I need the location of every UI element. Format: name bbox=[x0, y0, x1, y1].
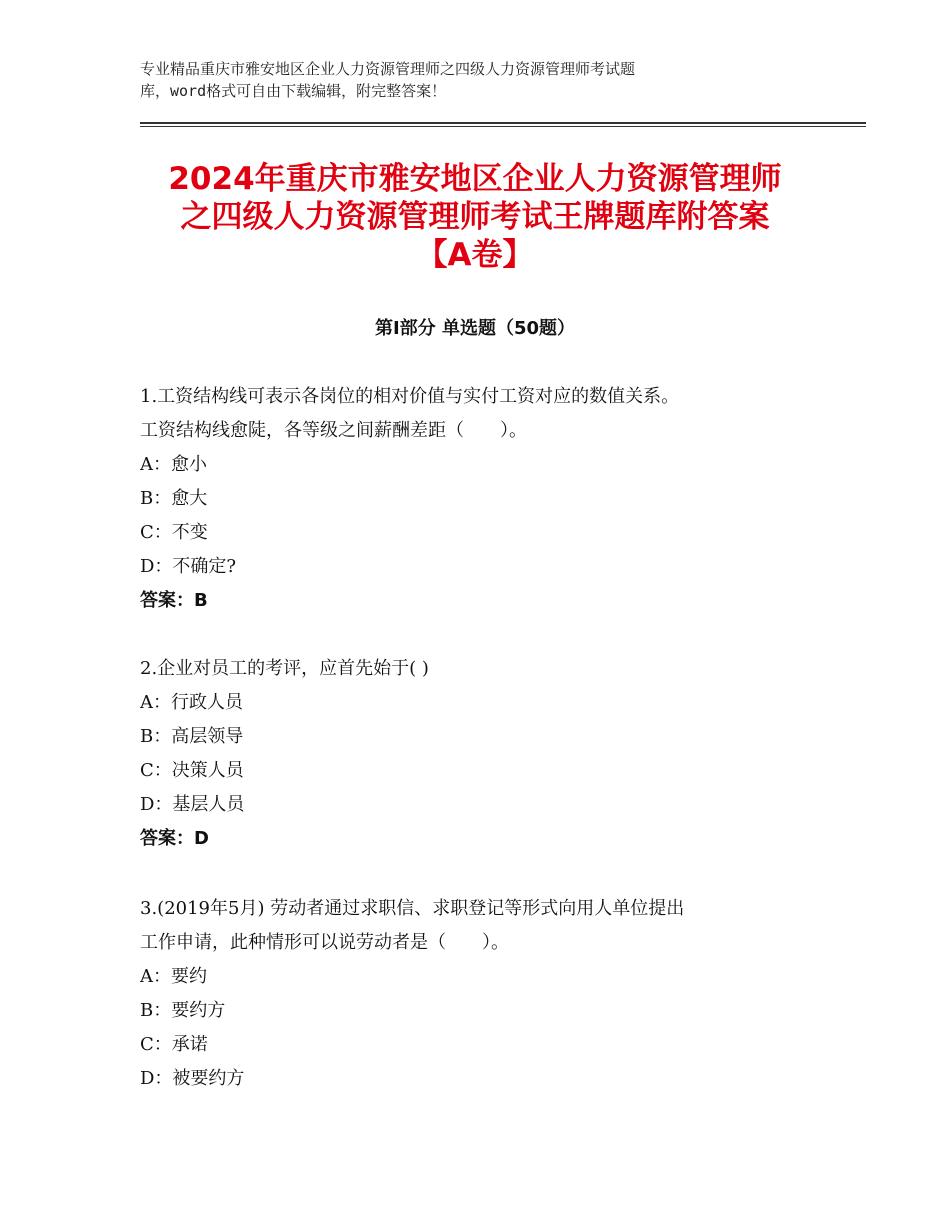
header-note-line-2: 库，word格式可自由下载编辑，附完整答案！ bbox=[140, 82, 447, 100]
title-line-2: 之四级人力资源管理师考试王牌题库附答案 bbox=[180, 199, 770, 235]
question-stem-line: 2.企业对员工的考评，应首先始于( ) bbox=[140, 658, 429, 679]
header-note-line-1: 专业精品重庆市雅安地区企业人力资源管理师之四级人力资源管理师考试题 bbox=[140, 60, 636, 78]
question-stem-line: 1.工资结构线可表示各岗位的相对价值与实付工资对应的数值关系。 bbox=[140, 386, 680, 407]
option-a: A：愈小 bbox=[140, 454, 207, 475]
question-stem-line: 3.(2019年5月) 劳动者通过求职信、求职登记等形式向用人单位提出 bbox=[140, 898, 685, 919]
header-divider-thick bbox=[140, 122, 866, 124]
option-b: B：高层领导 bbox=[140, 726, 244, 747]
question-1 bbox=[140, 380, 820, 618]
question-stem-line: 工资结构线愈陡，各等级之间薪酬差距（ ）。 bbox=[140, 420, 527, 441]
option-c: C：不变 bbox=[140, 522, 208, 543]
option-d: D：基层人员 bbox=[140, 794, 245, 815]
answer-label: 答案：B bbox=[140, 590, 208, 611]
option-a: A：行政人员 bbox=[140, 692, 243, 713]
option-d: D：被要约方 bbox=[140, 1068, 245, 1089]
question-stem-line: 工作申请，此种情形可以说劳动者是（ ）。 bbox=[140, 932, 509, 953]
header-divider-thin bbox=[140, 126, 866, 127]
question-3 bbox=[140, 892, 820, 1096]
title-line-1: 2024年重庆市雅安地区企业人力资源管理师 bbox=[168, 161, 782, 197]
answer-label: 答案：D bbox=[140, 828, 209, 849]
header-note bbox=[140, 58, 780, 102]
question-2 bbox=[140, 652, 820, 856]
option-b: B：要约方 bbox=[140, 1000, 226, 1021]
document-title bbox=[120, 160, 830, 274]
option-d: D：不确定? bbox=[140, 556, 237, 577]
option-b: B：愈大 bbox=[140, 488, 208, 509]
option-c: C：承诺 bbox=[140, 1034, 208, 1055]
option-a: A：要约 bbox=[140, 966, 207, 987]
option-c: C：决策人员 bbox=[140, 760, 244, 781]
section-title: 第Ⅰ部分 单选题（50题） bbox=[374, 318, 575, 339]
title-line-3: 【A卷】 bbox=[416, 237, 534, 273]
